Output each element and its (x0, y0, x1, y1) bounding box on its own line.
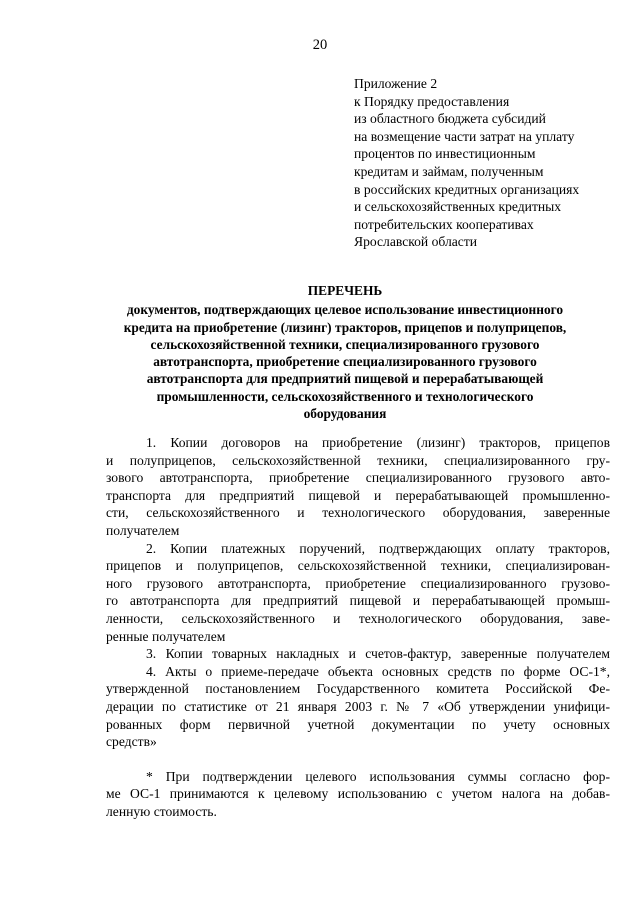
appendix-line: Приложение 2 (354, 76, 438, 91)
page-number: 20 (312, 37, 328, 53)
appendix-line: Ярославской области (354, 234, 478, 250)
list-item-line: дерации по статистике от 21 января 2003 г. № 7 «Об утверждении унифици- (106, 698, 610, 714)
appendix-line: на возмещение части затрат на уплату (354, 128, 575, 144)
list-item-line: зового автотранспорта, приобретение специализированного грузового авто- (106, 470, 610, 486)
title-line: документов, подтверждающих целевое использование инвестиционного (126, 302, 564, 318)
footnote-line: ленную стоимость. (106, 803, 217, 819)
list-item-line: транспорта для предприятий пищевой и перерабатывающей промышленно- (106, 487, 610, 503)
appendix-line: и сельскохозяйственных кредитных (354, 199, 562, 215)
title-line: автотранспорта, приобретение специализированного грузового (153, 354, 537, 370)
list-item-line: прицепов и полуприцепов, сельскохозяйственной техники, специализирован- (106, 558, 610, 574)
list-item-line: ного грузового автотранспорта, приобретение специализированного грузово- (106, 575, 610, 591)
footnote-line: ме ОС-1 принимаются к целевому использованию с учетом налога на добав- (106, 786, 610, 802)
title-heading: ПЕРЕЧЕНЬ (307, 283, 383, 298)
appendix-line: потребительских кооперативах (354, 216, 534, 232)
title-line: сельскохозяйственной техники, специализированного грузового (150, 336, 540, 352)
list-item (106, 540, 610, 646)
list-item-line: 3. Копии товарных накладных и счетов-фактур, заверенные получателем (146, 646, 610, 662)
appendix-line: процентов по инвестиционным (354, 146, 536, 162)
list-item-line: 4. Акты о приеме-передаче объекта основных средств по форме ОС-1*, (146, 663, 610, 679)
footnote (106, 768, 610, 821)
list-item (106, 434, 610, 540)
list-item-line: утвержденной постановлением Государственного комитета Российской Фе- (106, 681, 610, 697)
appendix-line: кредитам и займам, полученным (354, 163, 544, 179)
title-line: оборудования (303, 406, 387, 422)
list-item-line: ренные получателем (106, 628, 226, 644)
document-list (106, 434, 610, 820)
list-item-line: ленности, сельскохозяйственного и технологического оборудования, заве- (106, 610, 610, 626)
list-item-line: сти, сельскохозяйственного и технологического оборудования, заверенные (106, 505, 610, 521)
footnote-line: * При подтверждении целевого использования суммы согласно фор- (146, 768, 610, 784)
title-line: автотранспорта для предприятий пищевой и перерабатывающей (146, 371, 544, 387)
list-item-line: получателем (106, 522, 180, 538)
list-item-line: 1. Копии договоров на приобретение (лизинг) тракторов, прицепов (146, 435, 610, 450)
title-line: кредита на приобретение (лизинг) тракторов, прицепов и полуприцепов, (123, 319, 567, 335)
list-item-line: рованных форм первичной учетной документации по учету основных (106, 716, 610, 732)
list-item-line: го автотранспорта для предприятий пищевой и перерабатывающей промыш- (106, 593, 610, 609)
list-item (106, 645, 610, 663)
appendix-line: к Порядку предоставления (354, 93, 510, 109)
list-item-line: 2. Копии платежных поручений, подтверждающих оплату тракторов, (146, 540, 610, 556)
title-line: промышленности, сельскохозяйственного и технологического (156, 388, 534, 404)
appendix-header (354, 75, 634, 251)
list-item-line: средств» (106, 734, 157, 750)
list-item (106, 663, 610, 751)
appendix-line: из областного бюджета субсидий (354, 111, 546, 127)
document-title (80, 282, 610, 422)
appendix-line: в российских кредитных организациях (354, 181, 580, 197)
list-item-line: и полуприцепов, сельскохозяйственной техники, специализированного гру- (106, 452, 610, 468)
